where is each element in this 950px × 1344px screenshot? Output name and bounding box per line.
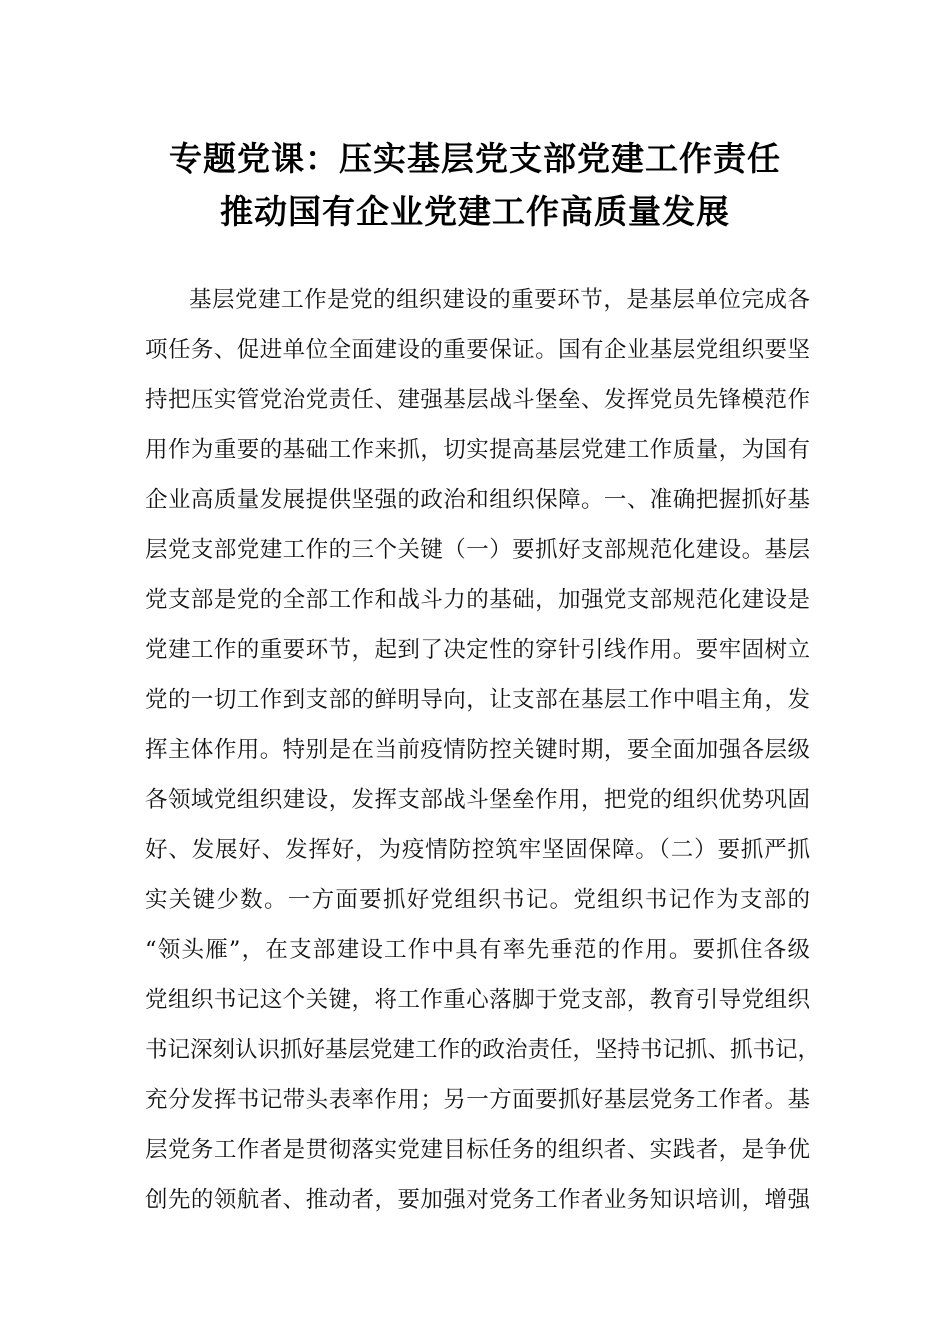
- title-line-2: 推动国有企业党建工作高质量发展: [220, 192, 730, 231]
- body-line: 创先的领航者、推动者，要加强对党务工作者业务知识培训，增强: [145, 1187, 810, 1213]
- body-line: 基层党建工作是党的组织建设的重要环节，是基层单位完成各: [189, 287, 810, 313]
- body-line: 充分发挥书记带头表率作用；另一方面要抓好基层党务工作者。基: [145, 1087, 810, 1113]
- body-line: 项任务、促进单位全面建设的重要保证。国有企业基层党组织要坚: [145, 337, 810, 363]
- body-line: 党建工作的重要环节，起到了决定性的穿针引线作用。要牢固树立: [145, 637, 810, 663]
- body-line: 党组织书记这个关键，将工作重心落脚于党支部，教育引导党组织: [145, 987, 810, 1013]
- body-line: “领头雁”，在支部建设工作中具有率先垂范的作用。要抓住各级: [145, 937, 810, 963]
- body-line: 书记深刻认识抓好基层党建工作的政治责任，坚持书记抓、抓书记，: [145, 1037, 821, 1063]
- body-line: 层党务工作者是贯彻落实党建目标任务的组织者、实践者，是争优: [145, 1137, 810, 1163]
- body-line: 用作为重要的基础工作来抓，切实提高基层党建工作质量，为国有: [145, 437, 810, 463]
- body-line: 党的一切工作到支部的鲜明导向，让支部在基层工作中唱主角，发: [145, 687, 810, 713]
- body-line: 党支部是党的全部工作和战斗力的基础，加强党支部规范化建设是: [145, 587, 810, 613]
- body-line: 好、发展好、发挥好，为疫情防控筑牢坚固保障。（二）要抓严抓: [145, 837, 810, 863]
- body-line: 企业高质量发展提供坚强的政治和组织保障。一、准确把握抓好基: [145, 487, 810, 513]
- body-line: 挥主体作用。特别是在当前疫情防控关键时期，要全面加强各层级: [145, 737, 810, 763]
- body-line: 实关键少数。一方面要抓好党组织书记。党组织书记作为支部的: [145, 887, 810, 913]
- title-line-1: 专题党课：压实基层党支部党建工作责任: [169, 139, 781, 178]
- body-line: 持把压实管党治党责任、建强基层战斗堡垒、发挥党员先锋模范作: [145, 387, 810, 413]
- body-line: 各领域党组织建设，发挥支部战斗堡垒作用，把党的组织优势巩固: [145, 787, 810, 813]
- body-line: 层党支部党建工作的三个关键（一）要抓好支部规范化建设。基层: [145, 537, 810, 563]
